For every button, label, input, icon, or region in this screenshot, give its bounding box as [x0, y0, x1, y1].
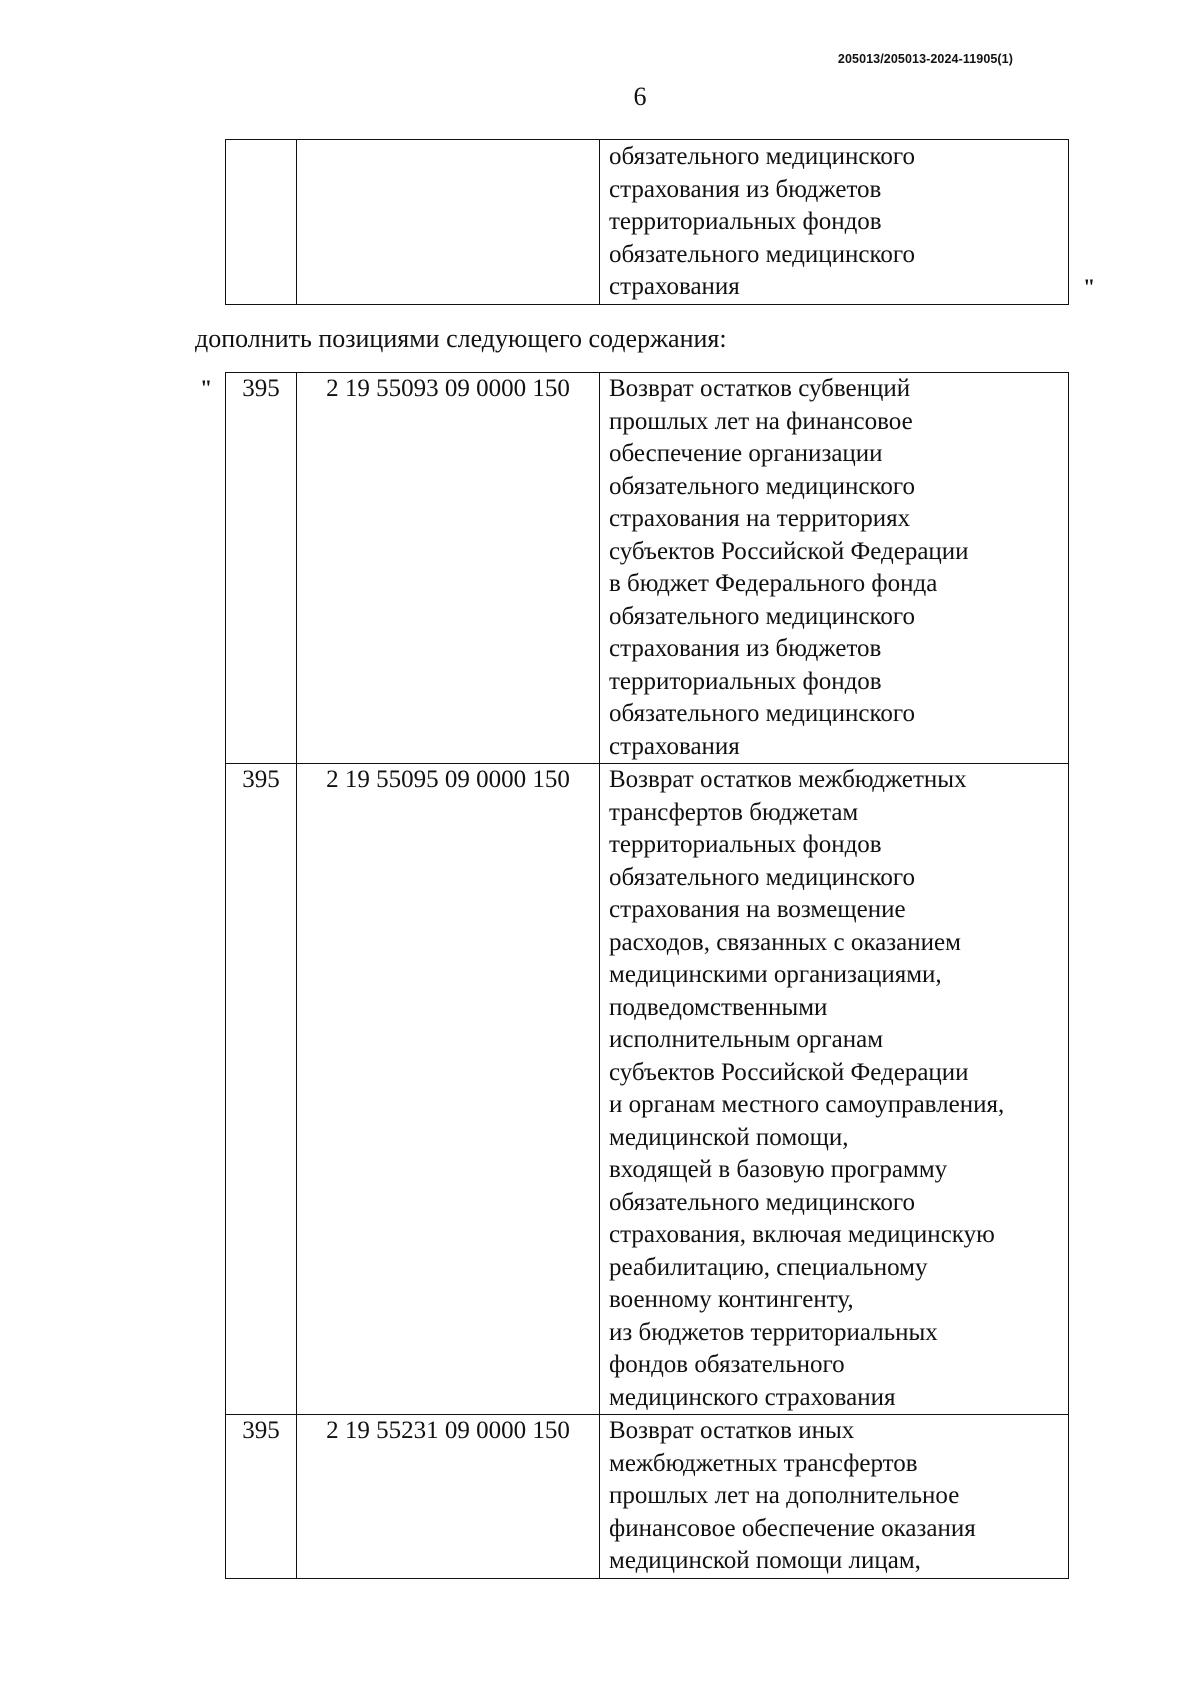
- additions-table: [225, 372, 1069, 1579]
- continued-table: [225, 139, 1069, 305]
- description-cell: [600, 140, 1069, 305]
- table-row: [226, 140, 1069, 305]
- budget-code-cell: 2 19 55093 09 0000 150: [297, 373, 600, 764]
- table-row: [226, 764, 1069, 1415]
- budget-code-cell: 2 19 55095 09 0000 150: [297, 764, 600, 1415]
- document-id: 205013/205013-2024-11905(1): [837, 52, 1013, 66]
- description-cell: [600, 373, 1069, 764]
- admin-code-cell: 395: [226, 373, 297, 764]
- table-row: [226, 1415, 1069, 1579]
- description-text: Возврат остатков иных межбюджетных трансфертов прошлых лет на дополнительное финансовое обеспечение оказания медицинской помощи лицам,: [609, 1417, 976, 1574]
- description-text: Возврат остатков субвенций прошлых лет на финансовое обеспечение организации обязательного медицинского страхования на территориях субъектов Российской Федерации в бюджет Федерального фонда обязательного медицинского страхования из бюджетов территориальных фондов обязательного медицинского страхования: [609, 375, 969, 760]
- admin-code-cell: 395: [226, 1415, 297, 1579]
- budget-code-cell: 2 19 55231 09 0000 150: [297, 1415, 600, 1579]
- description-cell: [600, 1415, 1069, 1579]
- admin-code-cell: [226, 140, 297, 305]
- page-number: 6: [633, 82, 647, 111]
- description-text: обязательного медицинского страхования из бюджетов территориальных фондов обязательного медицинского страхования: [609, 143, 916, 300]
- description-text: Возврат остатков межбюджетных трансфертов бюджетам территориальных фондов обязательного медицинского страхования на возмещение расходов, связанных с оказанием медицинскими организациями, подведомственными исполнительным органам субъектов Российской Федерации и органам местного самоуправления, медицинской помощи, входящей в базовую программу обязательного медицинского страхования, включая медицинскую реабилитацию, специальному военному контингенту, из бюджетов территориальных фондов обязательного медицинского страхования: [609, 766, 1005, 1411]
- opening-quote: ": [200, 375, 213, 400]
- description-cell: [600, 764, 1069, 1415]
- table-row: [226, 373, 1069, 764]
- intro-paragraph: дополнить позициями следующего содержания:: [195, 324, 727, 353]
- closing-quote: ": [1083, 274, 1096, 299]
- budget-code-cell: [297, 140, 600, 305]
- admin-code-cell: 395: [226, 764, 297, 1415]
